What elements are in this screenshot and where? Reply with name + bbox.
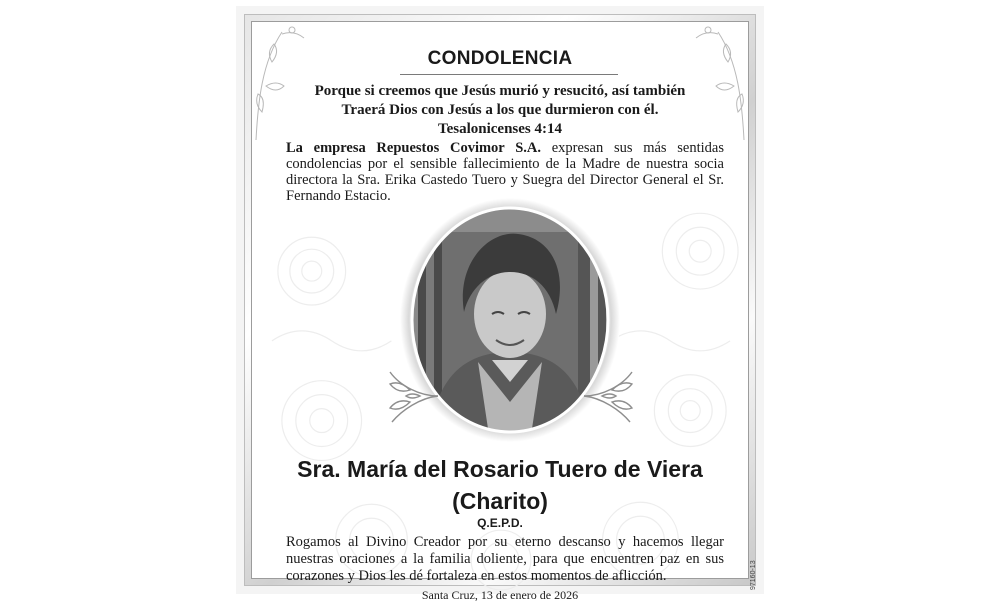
floral-flourish-right (582, 366, 642, 426)
intro-paragraph (286, 140, 724, 204)
notice-content (251, 21, 749, 602)
verse-line-1: Porque si creemos que Jesús murió y resucitó, así también (314, 83, 686, 99)
company-name: La empresa Repuestos Covimor S.A. (286, 140, 541, 156)
prayer-paragraph: Rogamos al Divino Creador por su eterno descanso y hacemos llegar nuestras oraciones a la familia doliente, para que encuentren paz en sus corazones y Dios les dé fortaleza en estos momentos de aflicción. (286, 534, 724, 584)
silver-frame (244, 14, 756, 602)
intro-text: expresan sus más sentidas condolencias por el sensible fallecimiento de la Madre de nuestra socia directora la Sra. Erika Castedo Tuero y Suegra del Director General el Sr. Fernando Estacio. (286, 140, 724, 204)
ad-code: 97160-13 (750, 560, 757, 590)
verse-line-2: Traerá Dios con Jesús a los que durmieron con él. (341, 102, 659, 118)
verse-reference: Tesalonicenses 4:14 (437, 121, 563, 137)
floral-flourish-left (380, 366, 440, 426)
place-date: Santa Cruz, 13 de enero de 2026 (421, 588, 579, 602)
deceased-nickname: (Charito) (452, 488, 548, 514)
condolence-notice (236, 6, 764, 602)
bible-verse (272, 82, 728, 139)
title-divider (400, 74, 618, 75)
qepd-label: Q.E.P.D. (477, 516, 523, 530)
notice-title: CONDOLENCIA (427, 48, 573, 69)
deceased-name: Sra. María del Rosario Tuero de Viera (297, 456, 703, 482)
